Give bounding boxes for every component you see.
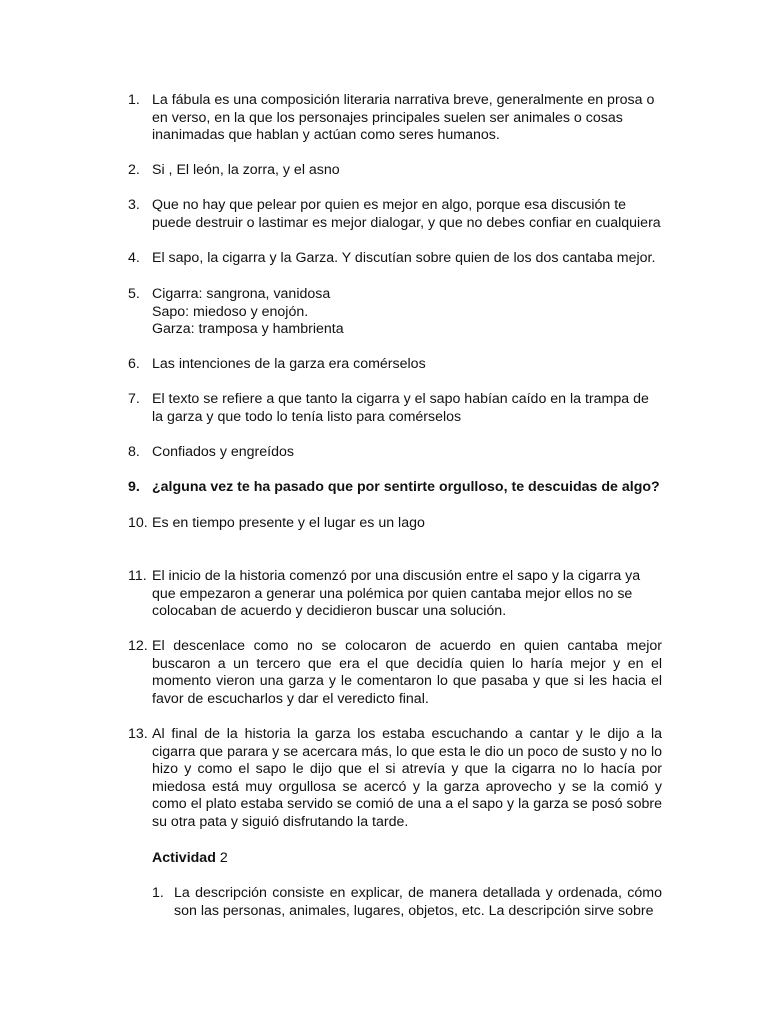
list-text: La fábula es una composición literaria narrativa breve, generalmente en prosa o en verso, en la que los personajes principales suelen ser animales o cosas inanimadas que hablan y actúan como seres humanos. (152, 92, 655, 144)
list-number: 6. (128, 356, 140, 372)
list-number: 13. (128, 726, 148, 742)
list-text: El texto se refiere a que tanto la cigarra y el sapo habían caído en la trampa de la garza y que todo lo tenía listo para comérselos (152, 391, 649, 425)
list-text: Que no hay que pelear por quien es mejor en algo, porque esa discusión te puede destruir o lastimar es mejor dialogar, y que no debes confiar en cualquiera (152, 197, 661, 231)
list-number: 4. (128, 250, 140, 266)
activity-number: 2 (219, 850, 228, 866)
list-number: 1. (128, 92, 140, 108)
activity-heading (152, 850, 228, 868)
list-number: 11. (128, 568, 147, 584)
activity-label: Actividad (152, 850, 216, 866)
character-line-cigarra: Cigarra: sangrona, vanidosa (152, 286, 331, 302)
list-number: 12. (128, 638, 148, 654)
list-text: El descenlace como no se colocaron de acuerdo en quien cantaba mejor buscaron a un tercero que era el que decidía quien lo haría mejor y en el momento vieron una garza y le comentaron lo que pasaba y que si les hacia el favor de escucharlos y dar el veredicto final. (152, 638, 662, 707)
list-number: 1. (152, 885, 164, 901)
list-number: 8. (128, 444, 140, 460)
character-line-garza: Garza: tramposa y hambrienta (152, 321, 344, 338)
list-text: Si , El león, la zorra, y el asno (152, 162, 340, 178)
list-text: Es en tiempo presente y el lugar es un lago (152, 515, 425, 531)
list-text: Confiados y engreídos (152, 444, 294, 460)
list-number: 9. (128, 479, 140, 495)
list-number: 5. (128, 286, 140, 302)
list-text: Las intenciones de la garza era comérselos (152, 356, 426, 372)
list-text (152, 286, 662, 339)
list-text: El inicio de la historia comenzó por una discusión entre el sapo y la cigarra ya que empezaron a generar una polémica por quien cantaba mejor ellos no se colocaban de acuerdo y decidieron buscar una solución. (152, 568, 641, 620)
list-number: 3. (128, 197, 140, 213)
list-text: El sapo, la cigarra y la Garza. Y discutían sobre quien de los dos cantaba mejor. (152, 250, 656, 266)
list-text: La descripción consiste en explicar, de manera detallada y ordenada, cómo son las personas, animales, lugares, objetos, etc. La descripción sirve sobre (174, 885, 662, 919)
list-number: 7. (128, 391, 140, 407)
list-number: 10. (128, 515, 148, 531)
list-text: ¿alguna vez te ha pasado que por sentirte orgulloso, te descuidas de algo? (152, 479, 660, 495)
list-text: Al final de la historia la garza los estaba escuchando a cantar y le dijo a la cigarra que parara y se acercara más, lo que esta le dio un poco de susto y no lo hizo y como el sapo le dijo que el si atrevía y que la cigarra no lo hacía por miedosa está muy orgullosa se acercó y la garza aprovecho y se la comió y como el plato estaba servido se comió de una a el sapo y la garza se posó sobre su otra pata y siguió disfrutando la tarde. (152, 726, 662, 830)
character-line-sapo: Sapo: miedoso y enojón. (152, 303, 309, 320)
list-number: 2. (128, 162, 140, 178)
